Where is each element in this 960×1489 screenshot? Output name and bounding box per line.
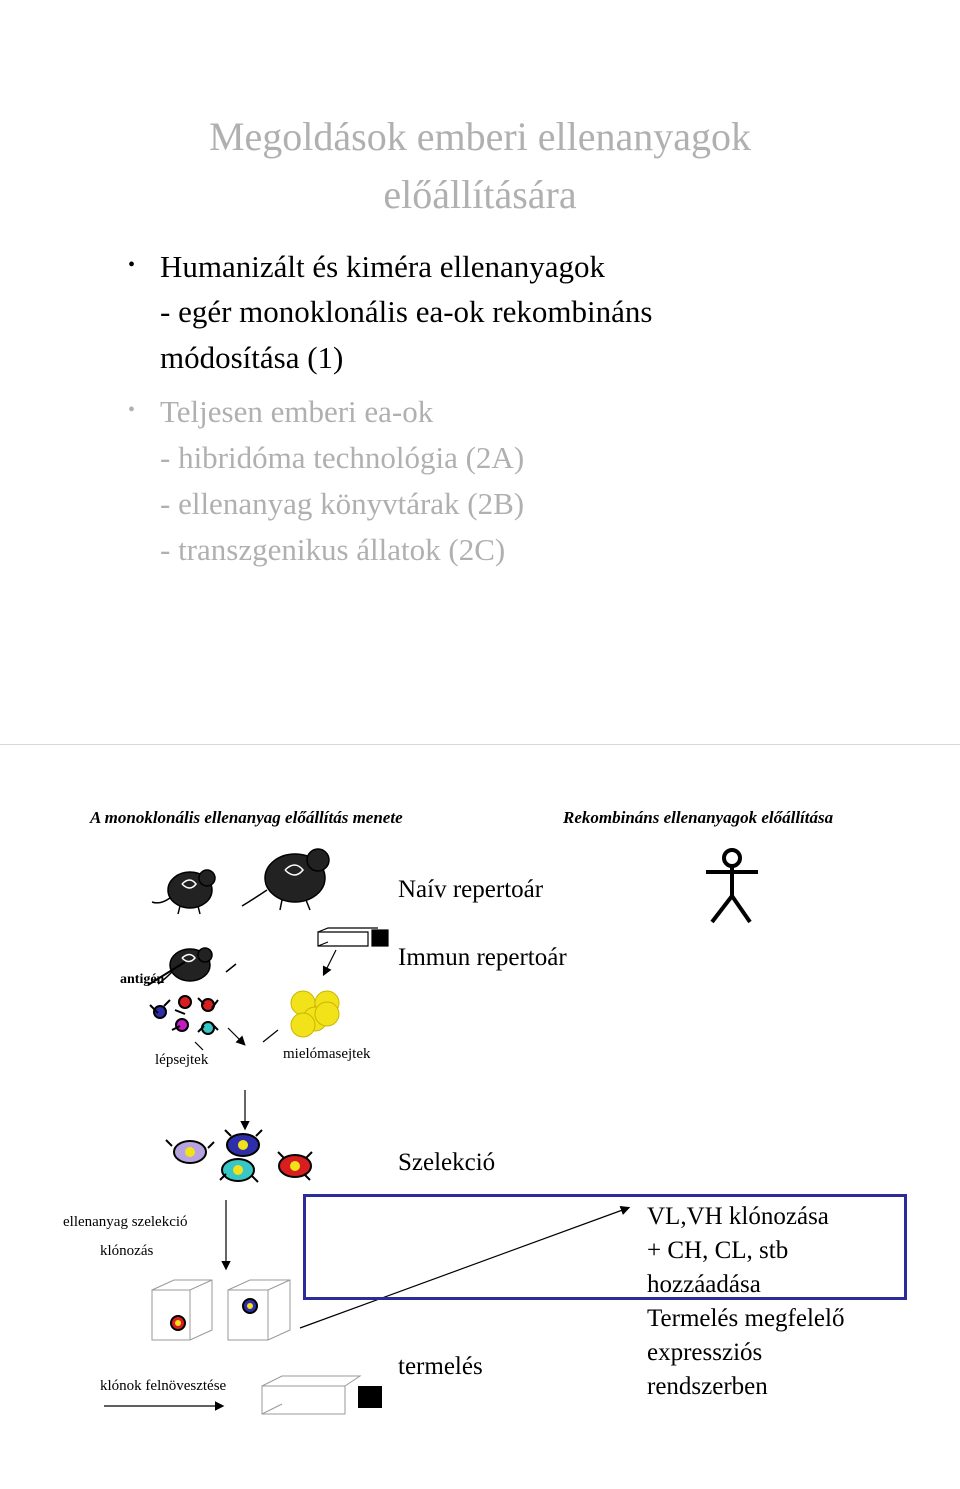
tube-cap xyxy=(358,1386,382,1408)
box-line-5: expressziós xyxy=(647,1339,763,1366)
szelekcio-label: Szelekció xyxy=(398,1149,496,1176)
spleen-cells xyxy=(150,996,218,1034)
klonok-felnovesztese-label: klónok felnövesztése xyxy=(100,1378,227,1394)
box-line-1: VL,VH klónozása xyxy=(647,1203,829,1230)
bullet2-line4: - transzgenikus állatok (2C) xyxy=(160,532,506,567)
ellenanyag-szelekcio-label: ellenanyag szelekció xyxy=(63,1214,188,1230)
box-line-6: rendszerben xyxy=(647,1373,768,1400)
bullet1-line3: módosítása (1) xyxy=(160,340,344,375)
klonozas-label: klónozás xyxy=(100,1243,154,1259)
lepsejtek-label: lépsejtek xyxy=(155,1052,209,1068)
bullet2-line3: - ellenanyag könyvtárak (2B) xyxy=(160,486,525,521)
left-heading: A monoklonális ellenanyag előállítás menete xyxy=(90,808,403,827)
clone-cells xyxy=(171,1299,257,1330)
tube-icon-top xyxy=(318,928,388,946)
box-line-4: Termelés megfelelő xyxy=(647,1305,845,1332)
antigen-label: antigén xyxy=(120,972,165,987)
immun-repertoar-label: Immun repertoár xyxy=(398,944,567,971)
mouse-icon-large xyxy=(242,849,329,910)
bullet2-line1: Teljesen emberi ea-ok xyxy=(160,394,434,429)
slide1-title-line2: előállítására xyxy=(383,172,577,217)
box-line-2: + CH, CL, stb xyxy=(647,1237,789,1264)
naiv-repertoar-label: Naív repertoár xyxy=(398,876,544,903)
bullet2-line2: - hibridóma technológia (2A) xyxy=(160,440,525,475)
termeles-label: termelés xyxy=(398,1353,483,1380)
mouse-icon-antigen xyxy=(158,948,212,984)
box-line-3: hozzáadása xyxy=(647,1271,761,1298)
clone-wells xyxy=(152,1280,290,1340)
myeloma-cells xyxy=(291,991,339,1037)
bullet-dot-1: • xyxy=(128,254,136,276)
bullet-dot-2: • xyxy=(128,399,136,421)
person-icon xyxy=(706,850,758,922)
bullet1-line1: Humanizált és kiméra ellenanyagok xyxy=(160,249,606,284)
mouse-icon-small xyxy=(152,870,215,914)
hybridoma-cells xyxy=(166,1130,312,1182)
tube-icon-bottom xyxy=(262,1376,360,1414)
right-heading: Rekombináns ellenanyagok előállítása xyxy=(563,808,834,827)
slide1-title-line1: Megoldások emberi ellenanyagok xyxy=(208,114,752,159)
mielomasejtek-label: mielómasejtek xyxy=(283,1046,371,1062)
bullet1-line2: - egér monoklonális ea-ok rekombináns xyxy=(160,294,653,329)
